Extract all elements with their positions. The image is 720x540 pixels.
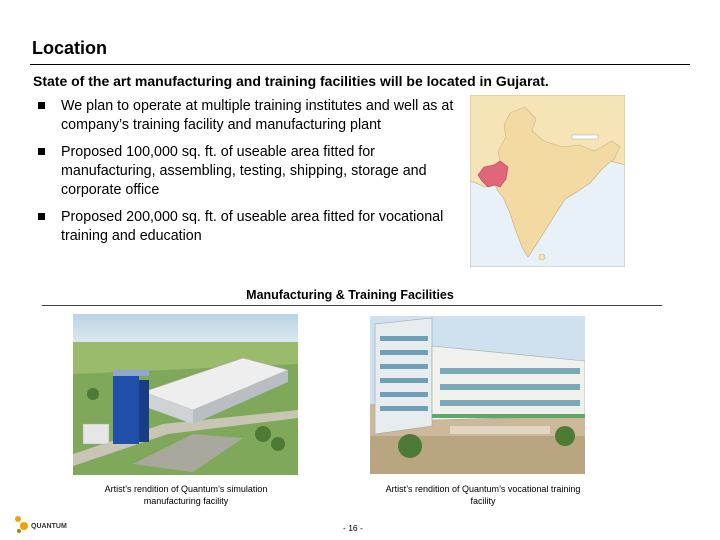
blue-tower-side (139, 380, 149, 442)
long-building-windows (440, 368, 580, 406)
tree (555, 426, 575, 446)
map-legend-box (572, 135, 598, 139)
bullet-text: Proposed 100,000 sq. ft. of useable area fitted for manufacturing, assembling, testing, shipping, storage and corporate office (61, 144, 427, 198)
logo-text: QUANTUM (31, 523, 67, 530)
title-divider (30, 64, 690, 65)
vocational-facility-caption: Artist’s rendition of Quantum’s vocational training facility (385, 484, 581, 506)
bullet-text: We plan to operate at multiple training institutes and well as at company’s training facility and manufacturing plant (61, 98, 454, 133)
training-facility-image (370, 316, 585, 474)
bullet-marker-icon (38, 213, 45, 220)
simulation-facility-caption: Artist’s rendition of Quantum’s simulation manufacturing facility (104, 484, 268, 506)
pathway (450, 426, 550, 434)
sky (73, 314, 298, 344)
india-map-image (470, 95, 625, 267)
tree (255, 426, 271, 442)
section-divider (42, 305, 662, 306)
tree (271, 437, 285, 451)
bullet-list (38, 97, 458, 254)
bullet-item (38, 97, 458, 135)
bullet-marker-icon (38, 148, 45, 155)
bullet-item (38, 143, 458, 200)
blue-tower (113, 374, 139, 444)
sri-lanka-shape (539, 254, 545, 260)
logo-dot-icon (17, 529, 21, 533)
tower-building (375, 318, 432, 434)
bullet-text: Proposed 200,000 sq. ft. of useable area fitted for vocational training and education (61, 209, 444, 244)
bullet-marker-icon (38, 102, 45, 109)
logo-dot-icon (20, 522, 28, 530)
small-building (83, 424, 109, 444)
tree (87, 388, 99, 400)
tree (398, 434, 422, 458)
green-stripe (432, 414, 585, 418)
logo-dot-icon (15, 516, 21, 522)
tower-top (113, 370, 149, 376)
page-number: - 16 - (343, 523, 363, 533)
manufacturing-facility-image (73, 314, 298, 475)
page-subtitle: State of the art manufacturing and training facilities will be located in Gujarat. (33, 73, 549, 89)
bullet-item (38, 208, 458, 246)
quantum-logo (14, 514, 84, 536)
page-title: Location (32, 38, 107, 58)
section-title: Manufacturing & Training Facilities (246, 288, 454, 302)
